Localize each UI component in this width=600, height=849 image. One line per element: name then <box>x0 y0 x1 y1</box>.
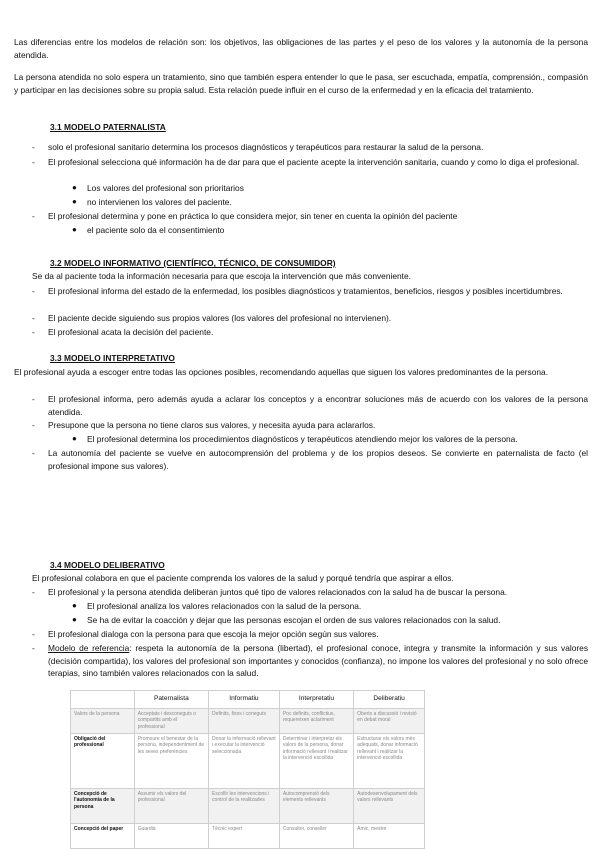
heading-paternalista: 3.1 MODELO PATERNALISTA <box>50 122 166 132</box>
table-row: Concepció del paper Guardià Tècnic expert Consultor, conseller Amic, mestre <box>71 824 425 849</box>
column-header: Paternalista <box>134 691 208 709</box>
list-item: - El profesional determina y pone en práctica lo que considera mejor, sin tener en cuenta la opinión del paciente <box>32 211 458 221</box>
table-header-row <box>71 691 425 709</box>
column-header: Informatiu <box>209 691 280 709</box>
deliberativo-lead: El profesional colabora en que el paciente comprenda los valores de la salud y porqué tendría que aspirar a ellos. <box>32 573 454 583</box>
sub-list-item: ● Los valores del profesional son prioritarios <box>72 183 244 193</box>
table-row: Valors de la persona Acceptats i desconeguts o compartits amb el professional Definits, fixos i coneguts Poc definits, conflictius, requereixen aclariment Oberts a discussió i revisió en debat moral <box>71 709 425 734</box>
sub-list-item: ● el paciente solo da el consentimiento <box>72 225 225 235</box>
heading-informativo: 3.2 MODELO INFORMATIVO (CIENTÍFICO, TÉCNICO, DE CONSUMIDOR) <box>50 258 336 268</box>
column-header: Deliberatiu <box>354 691 425 709</box>
list-item: - El profesional y la persona atendida deliberan juntos qué tipo de valores relacionados con la salud ha de buscar la persona. <box>32 587 508 597</box>
list-item: - solo el profesional sanitario determina los procesos diagnósticos y terapéuticos para restaurar la salud de la persona. <box>32 142 484 152</box>
list-item: - Modelo de referencia: respeta la autonomía de la persona (libertad), el profesional conoce, integra y transmite la información y sus valores (decisión compartida), los valores del profesional son importantes y conocidos (confianza), no impone los valores del profesional y no solo ofrece terapias, sino también valores relacionados con la salud. <box>32 643 589 678</box>
list-item: - El profesional dialoga con la persona para que escoja la mejor opción según sus valores. <box>32 629 379 639</box>
list-item: - El profesional informa, pero además ayuda a aclarar los conceptos y a encontrar soluciones más de acuerdo con los valores de la persona atendida. <box>32 394 588 417</box>
intro-paragraph-2: La persona atendida no solo espera un tratamiento, sino que también espera entender lo que le pasa, ser escuchada, empatía, comprensión., compasión y participar en las decisiones sobre su propia salud. Esta relación puede influir en el curso de la enfermedad y en la eficacia del tratamiento. <box>14 72 588 95</box>
intro-paragraph-1: Las diferencias entre los modelos de relación son: los objetivos, las obligaciones de las partes y el peso de los valores y la autonomía de la persona atendida. <box>14 37 588 60</box>
list-item: - Presupone que la persona no tiene claros sus valores, y necesita ayuda para aclararlos. <box>32 420 376 430</box>
list-item: - El profesional informa del estado de la enfermedad, los posibles diagnósticos y tratamientos, beneficios, riesgos y posibles incertidumbres. <box>32 286 563 296</box>
column-header: Interpretatiu <box>279 691 353 709</box>
sub-list-item: ● El profesional analiza los valores relacionados con la salud de la persona. <box>72 601 362 611</box>
sub-list-item: ● no intervienen los valores del paciente. <box>72 197 232 207</box>
list-item: - El profesional selecciona qué información ha de dar para que el paciente acepte la intervención sanitaria, cuando y como lo diga el profesional. <box>32 157 580 167</box>
list-item: - El paciente decide siguiendo sus propios valores (los valores del profesional no intervienen). <box>32 313 392 323</box>
modelo-referencia-label: Modelo de referencia <box>48 643 130 653</box>
table-row: Concepció de l'autonomia de la persona Assumir els valors del professional Escollir les intervencions i control de la realitzades Autocomprensió dels elements rellevants Autodesenvolupament dels valors rellevants <box>71 789 425 824</box>
informativo-lead: Se da al paciente toda la información necesaria para que escoja la intervención que más conveniente. <box>32 271 411 281</box>
list-item: - La autonomía del paciente se vuelve en autocomprensión del problema y de los propios deseos. Se convierte en paternalista de facto (el profesional impone sus valores). <box>32 448 588 471</box>
heading-deliberativo: 3.4 MODELO DELIBERATIVO <box>50 560 165 570</box>
heading-interpretativo: 3.3 MODELO INTERPRETATIVO <box>50 353 175 363</box>
sub-list-item: ● El profesional determina los procedimientos diagnósticos y terapéuticos atendiendo mejor los valores de la persona. <box>72 434 518 444</box>
sub-list-item: ● Se ha de evitar la coacción y dejar que las personas escojan el orden de sus valores relacionados con la salud. <box>72 615 501 625</box>
table-row: Obligació del professional Promoure el benestar de la persona, independentment de les seves preferències Donar la informació rellevant i executar la intervenció seleccionada Determinar i interpretar els valors de la persona, donar informació rellevant i realitzar la intervenció escollida Estructurar els valors més adequats, donar informació rellevant i realitzar la intervenció escollida <box>71 734 425 789</box>
interpretativo-lead: El profesional ayuda a escoger entre todas las opciones posibles, recomendando aquellas que siguen los valores predominantes de la persona. <box>14 367 549 377</box>
list-item: - El profesional acata la decisión del paciente. <box>32 327 214 337</box>
comparison-table <box>70 690 425 849</box>
